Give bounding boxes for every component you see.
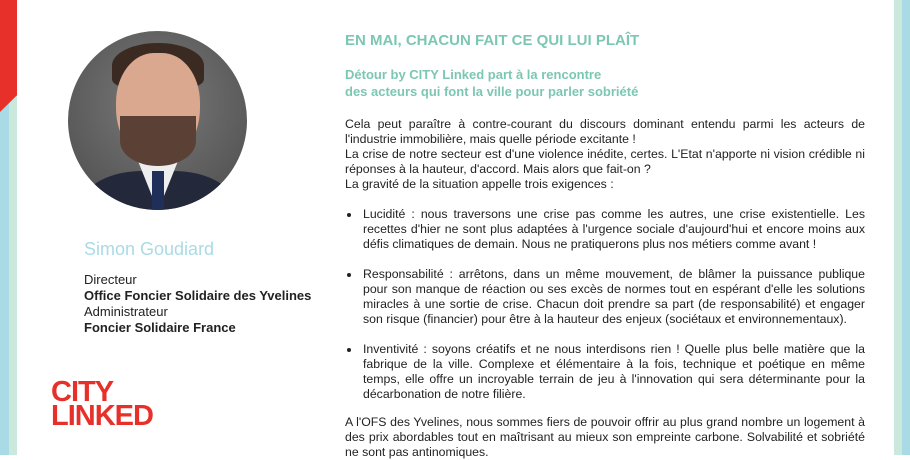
role-2: Administrateur [84,304,168,319]
intro-3: La gravité de la situation appelle trois exigences : [345,177,614,191]
profile-photo [68,31,247,210]
org-1: Office Foncier Solidaire des Yvelines [84,288,312,303]
org-2: Foncier Solidaire France [84,320,236,335]
right-decor-strip-blue [902,0,910,455]
closing-paragraph: A l'OFS des Yvelines, nous sommes fiers de pouvoir offrir au plus grand nombre un logement à des prix abordables tout en maîtrisant au mieux son empreinte carbone. Solvabilité et sobriété ne sont pas antinomiques. [345,415,865,459]
role-1: Directeur [84,272,137,287]
intro-1: Cela peut paraître à contre-courant du discours dominant entendu parmi les acteurs de l'industrie immobilière, mais quelle période excitante ! [345,117,865,146]
left-decor-red [0,0,17,112]
exigences-list [345,207,865,402]
intro-2: La crise de notre secteur est d'une violence inédite, certes. L'Etat n'apporte ni vision crédible ni réponses à la hauteur, d'accord. Mais alors que fait-on ? [345,147,865,176]
profile-roles [84,272,311,336]
right-decor-strip-mint [894,0,902,455]
list-item: Responsabilité : arrêtons, dans un même mouvement, de blâmer la puissance publique pour son manque de réaction ou ses excès de normes tout en espérant d'elle les solutions miracles à une sortie de crise. Chacun doit prendre sa part (de responsabilité) et engager son risque (financier) pour être à la hauteur des enjeux (sociétaux et environnementaux). [345,267,865,327]
profile-name: Simon Goudiard [84,239,215,259]
list-item: Inventivité : soyons créatifs et ne nous interdisons rien ! Quelle plus belle matière que la fabrique de la ville. Complexe et élémentaire à la fois, technique et poétique en même temps, elle offre un incroyable terrain de jeu à l'innovation qui sera déterminante pour la décarbonation de notre filière. [345,342,865,402]
article-title: EN MAI, CHACUN FAIT CE QUI LUI PLAÎT [345,32,640,49]
list-item: Lucidité : nous traversons une crise pas comme les autres, une crise existentielle. Les recettes d'hier ne sont plus adaptées à l'urgence sociale d'aujourd'hui et encore moins aux défis climatiques de demain. Nous ne pratiquerons plus nos métiers comme avant ! [345,207,865,252]
city-linked-logo: CITY LINKED [51,376,153,432]
article-subtitle: Détour by CITY Linked part à la rencontre des acteurs qui font la ville pour parler sobriété [345,67,639,99]
article [345,32,865,460]
